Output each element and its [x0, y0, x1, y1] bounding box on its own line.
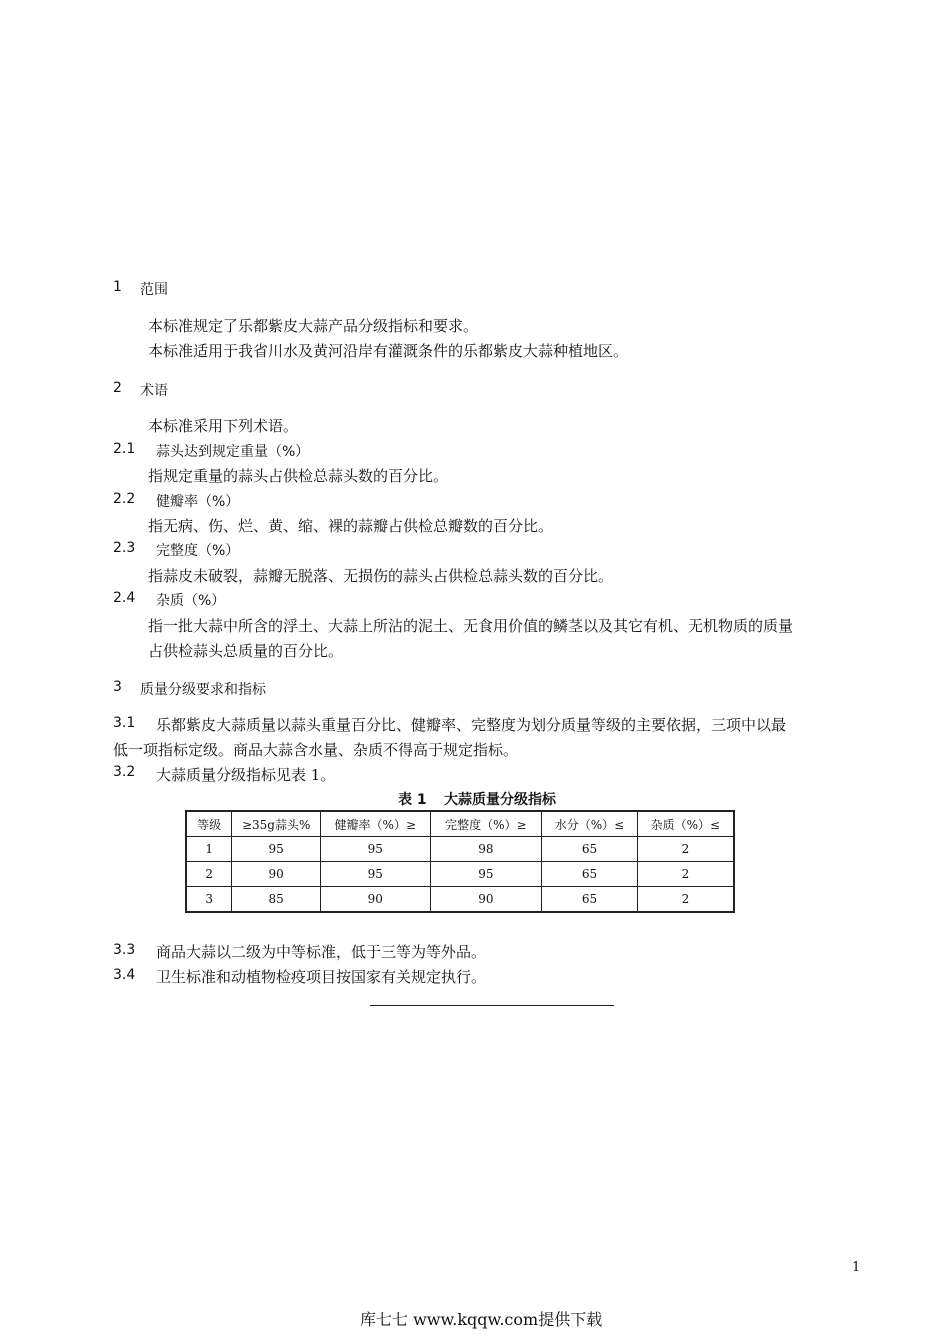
clause-3-3-number: 3.3 — [113, 942, 136, 958]
table-cell: 95 — [430, 862, 542, 887]
section-2-intro: 本标准采用下列术语。 — [148, 417, 299, 435]
term-2-3-number: 2.3 — [113, 540, 136, 556]
table-cell: 2 — [637, 887, 734, 913]
table-cell: 95 — [321, 837, 431, 862]
table-header-cell: 完整度（%）≥ — [430, 811, 542, 837]
term-2-3-title: 完整度（%） — [156, 543, 240, 559]
section-1-paragraph-1: 本标准规定了乐都紫皮大蒜产品分级指标和要求。 — [148, 317, 479, 335]
section-1-title: 范围 — [140, 282, 168, 298]
section-1-number: 1 — [113, 279, 122, 295]
term-2-4-description-line-1: 指一批大蒜中所含的浮土、大蒜上所沾的泥土、无食用价值的鳞茎以及其它有机、无机物质的质量 — [148, 617, 794, 635]
table-cell: 98 — [430, 837, 542, 862]
table-cell: 65 — [542, 837, 638, 862]
term-2-1-number: 2.1 — [113, 441, 136, 457]
clause-3-2-text: 大蒜质量分级指标见表 1。 — [156, 766, 336, 784]
term-2-1-description: 指规定重量的蒜头占供检总蒜头数的百分比。 — [148, 467, 449, 485]
table-header-row — [186, 811, 734, 837]
table-caption-title: 大蒜质量分级指标 — [444, 792, 556, 808]
table-row — [186, 837, 734, 862]
section-3-number: 3 — [113, 679, 122, 695]
clause-3-4-number: 3.4 — [113, 967, 136, 983]
section-3-title: 质量分级要求和指标 — [140, 682, 266, 698]
term-2-4-description-line-2: 占供检蒜头总质量的百分比。 — [148, 642, 344, 660]
table-header-cell: 水分（%）≤ — [542, 811, 638, 837]
table-cell: 90 — [430, 887, 542, 913]
footer-text: 库七七 www.kqqw.com提供下载 — [360, 1310, 603, 1329]
clause-3-1-line-1: 乐都紫皮大蒜质量以蒜头重量百分比、健瓣率、完整度为划分质量等级的主要依据，三项中以最 — [156, 716, 787, 734]
table-cell: 2 — [186, 862, 232, 887]
quality-grade-table — [185, 810, 735, 913]
table-cell: 85 — [232, 887, 321, 913]
table-header-cell: 健瓣率（%）≥ — [321, 811, 431, 837]
clause-3-1-line-2: 低一项指标定级。商品大蒜含水量、杂质不得高于规定指标。 — [113, 741, 519, 759]
table-row — [186, 862, 734, 887]
term-2-2-number: 2.2 — [113, 491, 136, 507]
term-2-2-description: 指无病、伤、烂、黄、缩、裸的蒜瓣占供检总瓣数的百分比。 — [148, 517, 554, 535]
table-cell: 65 — [542, 887, 638, 913]
section-1-paragraph-2: 本标准适用于我省川水及黄河沿岸有灌溉条件的乐都紫皮大蒜种植地区。 — [148, 342, 629, 360]
table-cell: 2 — [637, 837, 734, 862]
table-cell: 65 — [542, 862, 638, 887]
section-2-title: 术语 — [140, 383, 168, 399]
clause-3-1-number: 3.1 — [113, 715, 136, 731]
table-caption-number: 表 1 — [398, 792, 427, 808]
page-number: 1 — [852, 1260, 861, 1275]
end-rule — [370, 1005, 614, 1006]
section-2-number: 2 — [113, 380, 122, 396]
clause-3-3-text: 商品大蒜以二级为中等标准，低于三等为等外品。 — [156, 943, 487, 961]
table-cell: 95 — [321, 862, 431, 887]
clause-3-2-number: 3.2 — [113, 764, 136, 780]
table-cell: 3 — [186, 887, 232, 913]
term-2-3-description: 指蒜皮未破裂，蒜瓣无脱落、无损伤的蒜头占供检总蒜头数的百分比。 — [148, 567, 614, 585]
term-2-1-title: 蒜头达到规定重量（%） — [156, 444, 310, 460]
term-2-4-title: 杂质（%） — [156, 593, 226, 609]
table-header-cell: 等级 — [186, 811, 232, 837]
term-2-4-number: 2.4 — [113, 590, 136, 606]
table-cell: 90 — [232, 862, 321, 887]
table-cell: 90 — [321, 887, 431, 913]
clause-3-4-text: 卫生标准和动植物检疫项目按国家有关规定执行。 — [156, 968, 487, 986]
table-cell: 2 — [637, 862, 734, 887]
term-2-2-title: 健瓣率（%） — [156, 494, 240, 510]
table-header-cell: 杂质（%）≤ — [637, 811, 734, 837]
table-cell: 95 — [232, 837, 321, 862]
table-cell: 1 — [186, 837, 232, 862]
table-header-cell: ≥35g蒜头% — [232, 811, 321, 837]
table-row — [186, 887, 734, 913]
